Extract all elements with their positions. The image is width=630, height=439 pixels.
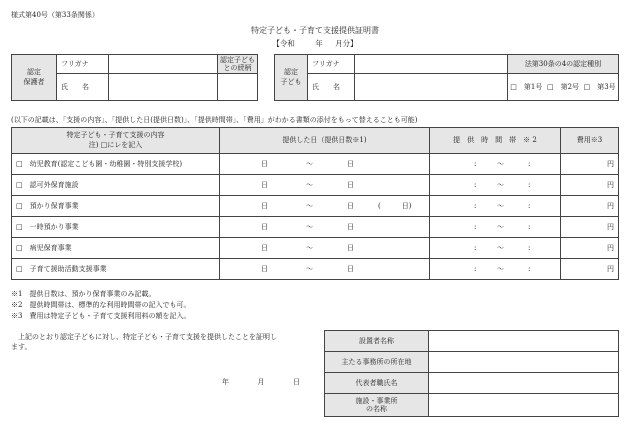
provider-field-3[interactable] (429, 373, 619, 394)
header-service-line2: 注) □にレを記入 (88, 140, 143, 149)
table-row (12, 238, 619, 259)
time-end-colon: : (528, 265, 531, 273)
time-start-colon: : (474, 244, 477, 252)
date-day: 日 (292, 378, 300, 386)
service-checkbox-label[interactable]: □ 預かり保育事業 (12, 196, 220, 217)
header-time: 提 供 時 間 帯 ※ 2 (430, 128, 561, 154)
child-name-label: 氏 名 (308, 74, 355, 101)
header-service (12, 128, 220, 154)
period-year-unit: 年 (315, 39, 323, 48)
guardian-relation-field[interactable] (218, 74, 258, 101)
time-tilde: ～ (497, 244, 504, 252)
time-tilde: ～ (497, 223, 504, 231)
days-tilde: ～ (306, 244, 313, 252)
time-cell[interactable] (430, 238, 561, 259)
fee-cell[interactable]: 円 (561, 175, 619, 196)
service-table (11, 127, 619, 280)
time-start-colon: : (474, 265, 477, 273)
child-furigana-field[interactable] (355, 55, 508, 74)
child-category-header: 法第30条の4の認定種別 (508, 55, 619, 74)
time-cell[interactable] (430, 259, 561, 280)
service-checkbox-label[interactable]: □ 幼児教育(認定こども園・幼稚園・特別支援学校) (12, 154, 220, 175)
fee-cell[interactable]: 円 (561, 196, 619, 217)
period-close: 】 (350, 39, 358, 48)
note-1: ※1 提供日数は、預かり保育事業のみ記載。 (11, 290, 156, 298)
days-count: ( 日) (378, 202, 412, 210)
period-open: 【 (272, 39, 280, 48)
days-end-unit: 日 (347, 244, 354, 252)
time-end-colon: : (528, 244, 531, 252)
service-checkbox-label[interactable]: □ 子育て援助活動支援事業 (12, 259, 220, 280)
guardian-relation-label: 認定子ども との続柄 (218, 55, 258, 74)
category-2-checkbox[interactable]: □ 第2号 (545, 74, 582, 101)
time-start-colon: : (474, 181, 477, 189)
days-cell[interactable] (220, 238, 430, 259)
header-days: 提供した日（提供日数※1) (220, 128, 430, 154)
service-checkbox-label[interactable]: □ 病児保育事業 (12, 238, 220, 259)
days-end-unit: 日 (347, 223, 354, 231)
days-tilde: ～ (306, 160, 313, 168)
instruction-text: (以下の記載は、「支援の内容」、「提供した日(提供日数)」、「提供時間帯」、「費用」がわかる書類の添付をもって替えることも可能) (11, 116, 418, 124)
fee-cell[interactable]: 円 (561, 154, 619, 175)
category-1-checkbox[interactable]: □ 第1号 (508, 74, 545, 101)
time-tilde: ～ (497, 265, 504, 273)
page-title: 特定子ども・子育て支援提供証明書 (251, 26, 379, 35)
guardian-furigana-label: フリガナ (57, 55, 109, 74)
days-cell[interactable] (220, 154, 430, 175)
table-row (12, 175, 619, 196)
time-start-colon: : (474, 223, 477, 231)
header-service-line1: 特定子ども・子育て支援の内容 (66, 131, 165, 140)
days-end-unit: 日 (347, 181, 354, 189)
time-cell[interactable] (430, 154, 561, 175)
provider-field-4[interactable] (429, 394, 619, 417)
provider-table (324, 330, 619, 417)
days-tilde: ～ (306, 265, 313, 273)
form-number: 様式第40号（第33条関係） (11, 11, 99, 19)
days-end-unit: 日 (347, 160, 354, 168)
table-row (12, 154, 619, 175)
provider-field-1[interactable] (429, 331, 619, 352)
time-start-colon: : (474, 202, 477, 210)
days-end-unit: 日 (347, 202, 354, 210)
days-start-unit: 日 (261, 160, 268, 168)
fee-cell[interactable]: 円 (561, 259, 619, 280)
days-cell[interactable] (220, 217, 430, 238)
note-2: ※2 提供時間帯は、標準的な利用時間帯の記入でも可。 (11, 301, 191, 309)
provider-label-2: 主たる事務所の所在地 (325, 352, 429, 373)
category-3-checkbox[interactable]: □ 第3号 (581, 74, 618, 101)
service-checkbox-label[interactable]: □ 一時預かり事業 (12, 217, 220, 238)
guardian-label: 認定 保護者 (12, 55, 57, 101)
table-row (12, 259, 619, 280)
provider-label-1: 設置者名称 (325, 331, 429, 352)
child-label: 認定 子ども (275, 55, 308, 101)
period-era: 令和 (279, 39, 295, 48)
table-row (12, 196, 619, 217)
time-end-colon: : (528, 202, 531, 210)
days-start-unit: 日 (261, 244, 268, 252)
time-cell[interactable] (430, 196, 561, 217)
time-end-colon: : (528, 181, 531, 189)
days-cell[interactable] (220, 196, 430, 217)
days-tilde: ～ (306, 223, 313, 231)
period-line (0, 38, 630, 49)
date-year: 年 (222, 378, 229, 386)
time-tilde: ～ (497, 202, 504, 210)
fee-cell[interactable]: 円 (561, 217, 619, 238)
guardian-name-field[interactable] (109, 74, 218, 101)
days-start-unit: 日 (261, 202, 268, 210)
child-furigana-label: フリガナ (308, 55, 355, 74)
days-end-unit: 日 (347, 265, 354, 273)
time-cell[interactable] (430, 217, 561, 238)
service-checkbox-label[interactable]: □ 認可外保育施設 (12, 175, 220, 196)
guardian-name-label: 氏 名 (57, 74, 109, 101)
days-start-unit: 日 (261, 181, 268, 189)
days-start-unit: 日 (261, 265, 268, 273)
certification-text: 上記のとおり認定子どもに対し、特定子ども・子育て支援を提供したことを証明し ます。 (11, 333, 277, 352)
time-tilde: ～ (497, 181, 504, 189)
fee-cell[interactable]: 円 (561, 238, 619, 259)
time-end-colon: : (528, 160, 531, 168)
period-month-unit: 月分 (335, 39, 351, 48)
provider-field-2[interactable] (429, 352, 619, 373)
child-box (274, 54, 619, 101)
time-cell[interactable] (430, 175, 561, 196)
table-row (12, 217, 619, 238)
time-start-colon: : (474, 160, 477, 168)
days-tilde: ～ (306, 181, 313, 189)
provider-label-3: 代表者職氏名 (325, 373, 429, 394)
days-start-unit: 日 (261, 223, 268, 231)
days-cell[interactable] (220, 175, 430, 196)
time-end-colon: : (528, 223, 531, 231)
date-line (222, 377, 300, 387)
provider-label-4: 施設・事業所 の名称 (325, 394, 429, 417)
days-tilde: ～ (306, 202, 313, 210)
note-3: ※3 費用は特定子ども・子育て支援利用料の額を記入。 (11, 312, 191, 320)
date-month: 月 (257, 378, 265, 386)
header-fee: 費用※3 (561, 128, 619, 154)
child-name-field[interactable] (355, 74, 508, 101)
time-tilde: ～ (497, 160, 504, 168)
guardian-box (11, 54, 258, 101)
days-cell[interactable] (220, 259, 430, 280)
guardian-furigana-field[interactable] (109, 55, 218, 74)
